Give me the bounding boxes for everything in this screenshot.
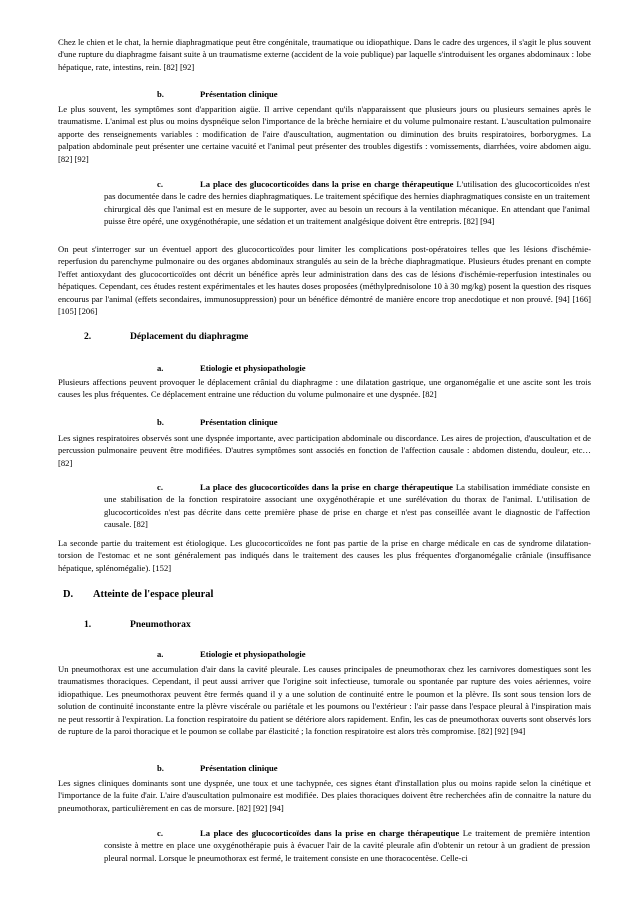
heading-presentation-clinique-1 xyxy=(157,88,278,100)
paragraph-glucocorticoides-pneumothorax xyxy=(104,827,590,864)
heading-title: Pneumothorax xyxy=(130,619,191,630)
heading-number: b. xyxy=(157,417,164,427)
paragraph-text: L'utilisation des glucocorticoïdes n'est pas documentée dans le cadre des hernies diaphragmatiques. Le traitement spécifique des hernies diaphragmatiques consiste en un traitement chirurgical dès que l'animal est en mesure de le supporter, avec au besoin un recours à la ventilation mécanique. En attendant que l'animal puisse être opéré, une oxygénothérapie, une sédation et un traitement analgésique doivent être entrepris. [82] [94] xyxy=(104,179,590,227)
heading-title: Etiologie et physiopathologie xyxy=(200,649,306,659)
heading-deplacement-diaphragme xyxy=(84,331,248,343)
heading-number: D. xyxy=(63,589,74,600)
heading-number: c. xyxy=(157,828,163,838)
heading-etiologie-2 xyxy=(157,648,306,660)
paragraph-text: La stabilisation immédiate consiste en une stabilisation de la fonction respiratoire associant une oxygénothérapie et une surélévation du thorax de l'animal. L'utilisation de glucocorticoïdes n'est pas décrite dans cette première phase de prise en charge et n'est pas conseillée avant le diagnostic de l'affection causale. [82] xyxy=(104,482,590,530)
paragraph-traitement-etiologique: La seconde partie du traitement est étiologique. Les glucocorticoïdes ne font pas partie de la prise en charge médicale en cas de syndrome dilatation-torsion de l'estomac et ne sont généralement pas indiqués dans le traitement des causes les plus fréquentes d'organomégalie crâniale (insuffisance hépatique, splénomégalie). [152] xyxy=(58,538,591,573)
paragraph-glucocorticoides-hernie xyxy=(104,178,590,228)
paragraph-glucocorticoides-deplacement xyxy=(104,481,590,531)
heading-title: La place des glucocorticoïdes dans la prise en charge thérapeutique xyxy=(200,828,460,838)
heading-etiologie-1 xyxy=(157,362,306,374)
paragraph-hernie-intro: Chez le chien et le chat, la hernie diaphragmatique peut être congénitale, traumatique ou idiopathique. Dans le cadre des urgences, il s'agit le plus souvent d'une rupture du diaphragme faisant suite à un traumatisme externe (accident de la voie publique) par laquelle s'introduisent les organes abdominaux : lobe hépatique, rate, intestins, rein. [82] [92] xyxy=(58,37,591,72)
heading-title: Etiologie et physiopathologie xyxy=(200,363,306,373)
heading-presentation-clinique-3 xyxy=(157,762,278,774)
paragraph-pneumothorax-signes: Les signes cliniques dominants sont une dyspnée, une toux et une tachypnée, ces signes étant d'installation plus ou moins rapide selon la cinétique et l'importance de la fuite d'air. L'aire d'auscultation pulmonaire est modifiée. Des plaies thoraciques doivent être recherchées afin de connaitre la nature du pneumothorax, particulièrement en cas de morsure. [82] [92] [94] xyxy=(58,778,591,813)
heading-title: Atteinte de l'espace pleural xyxy=(93,589,214,600)
heading-number: a. xyxy=(157,363,164,373)
paragraph-deplacement-causes: Plusieurs affections peuvent provoquer le déplacement crânial du diaphragme : une dilatation gastrique, une organomégalie et une ascite sont les trois causes les plus fréquentes. Ce déplacement entraine une réduction du volume pulmonaire et une dyspnée. [82] xyxy=(58,377,591,400)
heading-pneumothorax xyxy=(84,619,191,631)
heading-title: La place des glucocorticoïdes dans la prise en charge thérapeutique xyxy=(200,482,453,492)
heading-title: Présentation clinique xyxy=(200,417,278,427)
heading-title: Présentation clinique xyxy=(200,89,278,99)
heading-presentation-clinique-2 xyxy=(157,416,278,428)
paragraph-text: Le traitement de première intention consiste à mettre en place une oxygénothérapie puis à évacuer l'air de la cavité pleurale afin d'obtenir un retour à un gradient de pression pleural normal. Lorsque le pneumothorax est fermé, le traitement consiste en une thoracocentèse. Celle-ci xyxy=(104,828,590,863)
heading-number: 1. xyxy=(84,619,92,630)
heading-number: b. xyxy=(157,763,164,773)
heading-title: Présentation clinique xyxy=(200,763,278,773)
paragraph-pneumothorax-definition: Un pneumothorax est une accumulation d'air dans la cavité pleurale. Les causes principales de pneumothorax chez les carnivores domestiques sont les traumatismes thoraciques. Cependant, il peut aussi arriver que l'origine soit infectieuse, tumorale ou spontanée par rupture des voies aériennes, voire idiopathique. Les pneumothorax peuvent être fermés quand il y a une solution de continuité entre le poumon et la plèvre. Ils sont sous tension lors de solution de continuité inconstante entre la plèvre viscérale ou pariétale et les poumons ou l'extérieur : l'air passe dans l'espace pleural à l'inspiration mais ne peut ressortir à l'expiration. La fonction respiratoire du patient se détériore alors rapidement. Enfin, les cas de pneumothorax ouverts sont observés lors de rupture de la paroi thoracique et le poumon se collabe par élasticité ; la fonction respiratoire est alors très compromise. [82] [92] [94] xyxy=(58,664,591,737)
heading-number: 2. xyxy=(84,331,92,342)
heading-espace-pleural xyxy=(63,589,213,601)
heading-number: b. xyxy=(157,89,164,99)
heading-number: c. xyxy=(157,482,163,492)
heading-number: a. xyxy=(157,649,164,659)
paragraph-ischemie-reperfusion: On peut s'interroger sur un éventuel apport des glucocorticoïdes pour limiter les complications post-opératoires telles que les lésions d'ischémie-reperfusion du parenchyme pulmonaire ou des organes abdominaux strangulés au sein de la brèche diaphragmatique. Plusieurs études prenant en compte l'effet antioxydant des glucocorticoïdes ont décrit un bénéfice après leur administration dans des cas de lésions d'ischémie-reperfusion intestinales ou hépatiques. Cependant, ces études restent expérimentales et les hautes doses proposées (méthylprednisolone 10 à 30 mg/kg) posent la question des risques encourus par l'animal (effets secondaires, immunosuppression) pour un bénéfice démontré de manière encore trop anecdotique et non prouvé. [94] [166] [105] [206] xyxy=(58,244,591,317)
heading-title: La place des glucocorticoïdes dans la prise en charge thérapeutique xyxy=(200,179,454,189)
paragraph-deplacement-signes: Les signes respiratoires observés sont une dyspnée importante, avec participation abdominale ou discordance. Les aires de projection, d'auscultation et de percussion pulmonaire peuvent être modifiées. D'autres symptômes sont associés en fonction de l'affection causale : abdomen distendu, douleur, etc… [82] xyxy=(58,433,591,468)
paragraph-hernie-clinique: Le plus souvent, les symptômes sont d'apparition aigüe. Il arrive cependant qu'ils n'apparaissent que plusieurs jours ou plusieurs semaines après le traumatisme. L'animal est plus ou moins dyspnéique selon l'importance de la brèche herniaire et du volume pulmonaire restant. L'auscultation pulmonaire apporte des renseignements variables : modification de l'aire d'auscultation, augmentation ou diminution des bruits respiratoires, borborygmes. La palpation abdominale peut présenter une certaine vacuité et l'animal peut présenter des troubles digestifs : vomissements, diarrhées, voire abdomen aigu. [82] [92] xyxy=(58,104,591,164)
heading-number: c. xyxy=(157,179,163,189)
heading-title: Déplacement du diaphragme xyxy=(130,331,249,342)
